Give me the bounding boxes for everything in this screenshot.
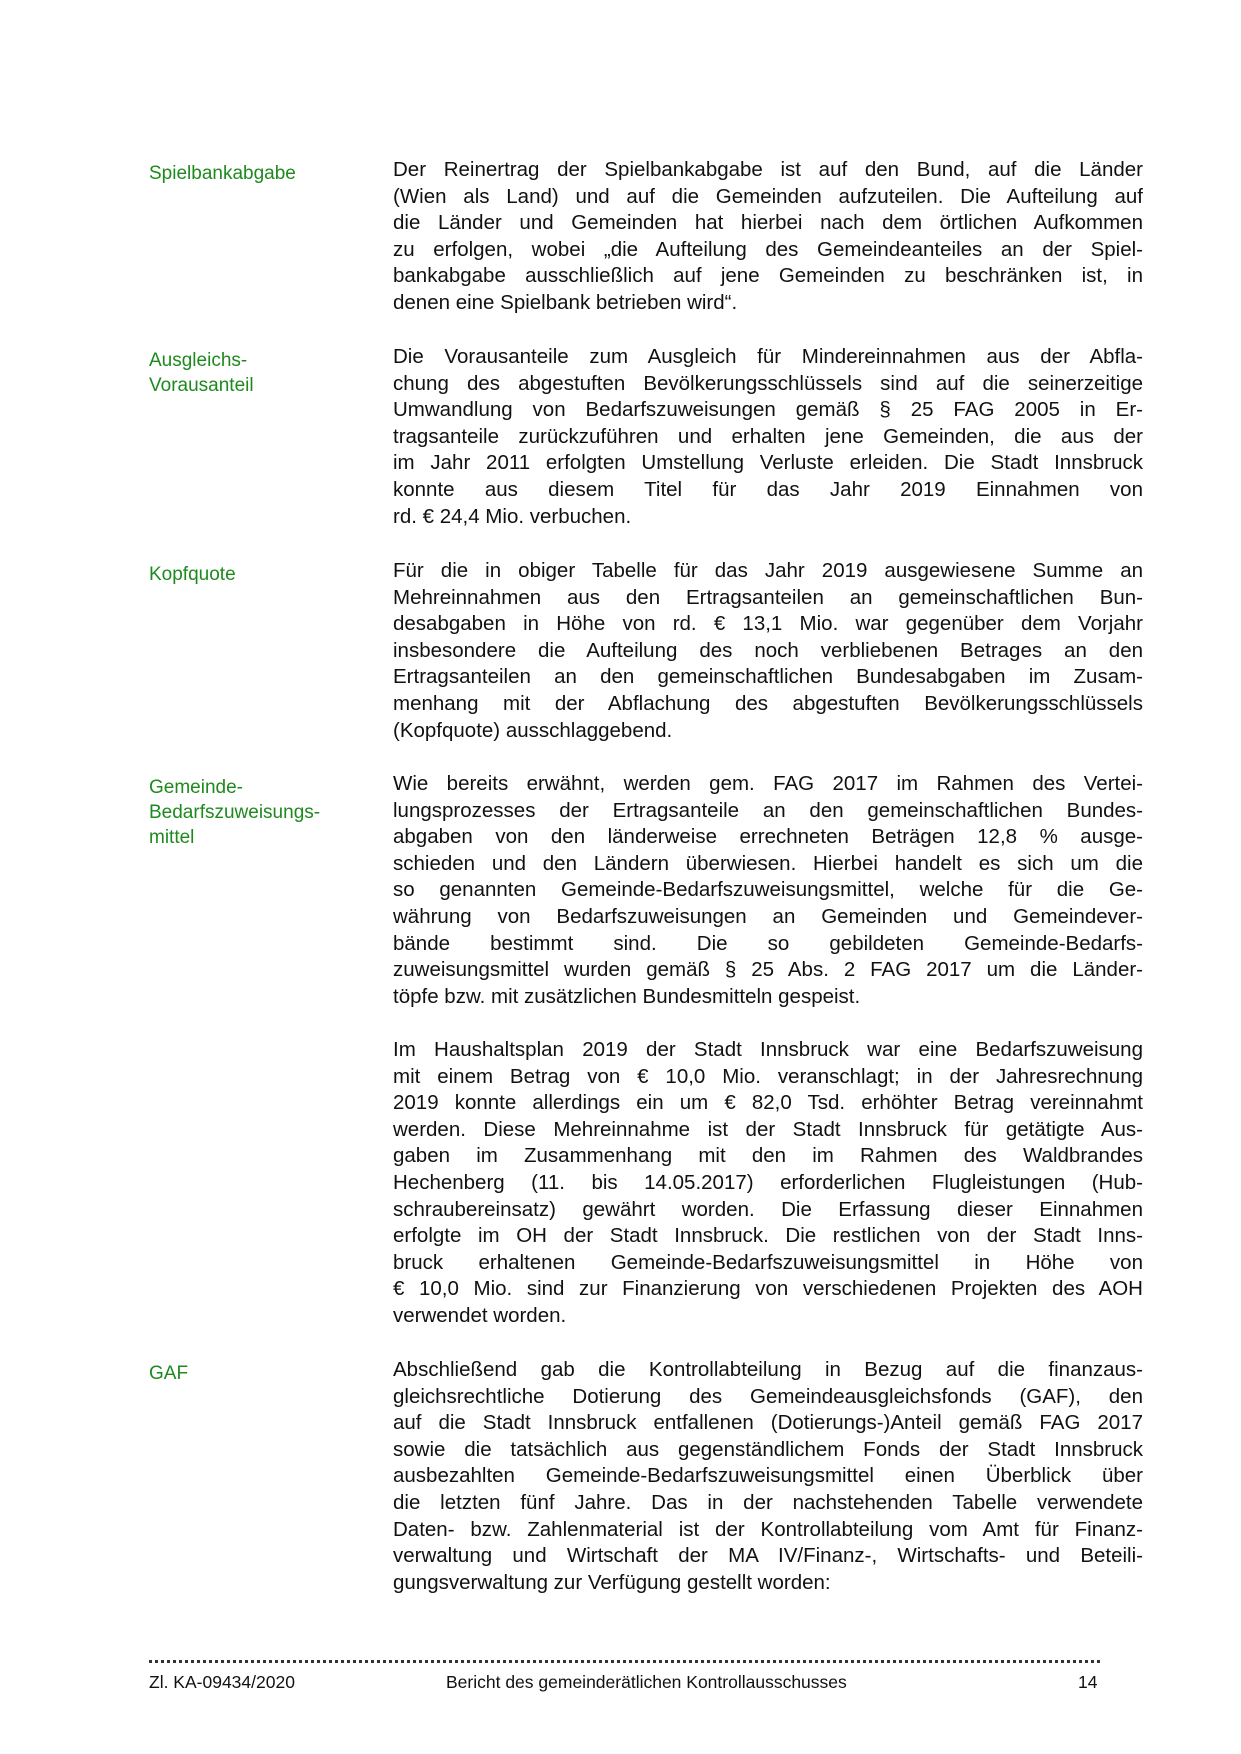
paragraph-line: so genannten Gemeinde-Bedarfszuweisungsmittel, welche für die Ge- bbox=[393, 878, 1143, 902]
paragraph-line: Umwandlung von Bedarfszuweisungen gemäß § 25 FAG 2005 in Er- bbox=[393, 398, 1143, 422]
paragraph-line: Der Reinertrag der Spielbankabgabe ist auf den Bund, auf die Länder bbox=[393, 158, 1143, 181]
margin-heading bbox=[149, 161, 369, 186]
paragraph-line: verwaltung und Wirtschaft der MA IV/Finanz-, Wirtschafts- und Beteili- bbox=[393, 1544, 1143, 1568]
paragraph-line: schieden und den Ländern überwiesen. Hierbei handelt es sich um die bbox=[393, 851, 1143, 875]
margin-heading bbox=[149, 562, 369, 587]
paragraph-line: die Länder und Gemeinden hat hierbei nach dem örtlichen Aufkommen bbox=[393, 211, 1143, 235]
paragraph-line: Für die in obiger Tabelle für das Jahr 2019 ausgewiesene Summe an bbox=[393, 559, 1143, 582]
margin-heading bbox=[149, 348, 369, 398]
paragraph-line: schraubereinsatz) gewährt worden. Die Erfassung dieser Einnahmen bbox=[393, 1197, 1143, 1221]
margin-heading-line: Vorausanteil bbox=[149, 375, 254, 396]
paragraph-line: im Jahr 2011 erfolgten Umstellung Verluste erleiden. Die Stadt Innsbruck bbox=[393, 451, 1143, 475]
margin-heading-line: Ausgleichs- bbox=[149, 350, 248, 371]
paragraph-line: Wie bereits erwähnt, werden gem. FAG 2017 im Rahmen des Vertei- bbox=[393, 772, 1143, 795]
paragraph-line: sowie die tatsächlich aus gegenständlichem Fonds der Stadt Innsbruck bbox=[393, 1437, 1143, 1461]
body-paragraph bbox=[393, 344, 1143, 530]
paragraph-line: € 10,0 Mio. sind zur Finanzierung von verschiedenen Projekten des AOH bbox=[393, 1277, 1143, 1301]
margin-heading-line: Bedarfszuweisungs- bbox=[149, 802, 321, 823]
paragraph-line: gleichsrechtliche Dotierung des Gemeindeausgleichsfonds (GAF), den bbox=[393, 1384, 1143, 1408]
paragraph-line: Die Vorausanteile zum Ausgleich für Mindereinnahmen aus der Abfla- bbox=[393, 345, 1143, 368]
page-number: 14 bbox=[1078, 1672, 1098, 1692]
paragraph-line: töpfe bzw. mit zusätzlichen Bundesmitteln gespeist. bbox=[393, 984, 861, 1008]
paragraph-line: insbesondere die Aufteilung des noch verbliebenen Betrages an den bbox=[393, 638, 1143, 662]
margin-heading bbox=[149, 775, 369, 850]
paragraph-line: währung von Bedarfszuweisungen an Gemeinden und Gemeindever- bbox=[393, 904, 1143, 928]
paragraph-line: mit einem Betrag von € 10,0 Mio. veranschlagt; in der Jahresrechnung bbox=[393, 1064, 1143, 1088]
paragraph-line: gaben im Zusammenhang mit den im Rahmen des Waldbrandes bbox=[393, 1144, 1143, 1168]
paragraph-line: Abschließend gab die Kontrollabteilung in Bezug auf die finanzaus- bbox=[393, 1358, 1143, 1381]
paragraph-line: Mehreinnahmen aus den Ertragsanteilen an gemeinschaftlichen Bun- bbox=[393, 585, 1143, 609]
paragraph-line: rd. € 24,4 Mio. verbuchen. bbox=[393, 504, 632, 528]
body-paragraph bbox=[393, 157, 1143, 317]
paragraph-line: chung des abgestuften Bevölkerungsschlüssels sind auf die seinerzeitige bbox=[393, 371, 1143, 395]
margin-heading-line: mittel bbox=[149, 827, 195, 848]
margin-heading-line: Gemeinde- bbox=[149, 777, 243, 798]
paragraph-line: Ertragsanteilen an den gemeinschaftlichen Bundesabgaben im Zusam- bbox=[393, 665, 1143, 689]
paragraph-line: ausbezahlten Gemeinde-Bedarfszuweisungsmittel einen Überblick über bbox=[393, 1464, 1143, 1488]
body-paragraph bbox=[393, 1037, 1143, 1330]
footer-doc-id: Zl. KA-09434/2020 bbox=[149, 1672, 295, 1692]
paragraph-line: zuweisungsmittel wurden gemäß § 25 Abs. 2 FAG 2017 um die Länder- bbox=[393, 958, 1143, 982]
paragraph-line: Im Haushaltsplan 2019 der Stadt Innsbruck war eine Bedarfszuweisung bbox=[393, 1038, 1143, 1061]
footer-divider bbox=[149, 1648, 1100, 1663]
body-paragraph bbox=[393, 558, 1143, 744]
paragraph-line: die letzten fünf Jahre. Das in der nachstehenden Tabelle verwendete bbox=[393, 1490, 1143, 1514]
margin-heading-line: Spielbankabgabe bbox=[149, 163, 296, 184]
paragraph-line: menhang mit der Abflachung des abgestuften Bevölkerungsschlüssels bbox=[393, 691, 1143, 715]
paragraph-line: bruck erhaltenen Gemeinde-Bedarfszuweisungsmittel in Höhe von bbox=[393, 1250, 1143, 1274]
paragraph-line: tragsanteile zurückzuführen und erhalten jene Gemeinden, die aus der bbox=[393, 424, 1143, 448]
paragraph-line: desabgaben in Höhe von rd. € 13,1 Mio. war gegenüber dem Vorjahr bbox=[393, 612, 1143, 636]
margin-heading bbox=[149, 1361, 369, 1386]
paragraph-line: Hechenberg (11. bis 14.05.2017) erforderlichen Flugleistungen (Hub- bbox=[393, 1170, 1143, 1194]
paragraph-line: verwendet worden. bbox=[393, 1303, 567, 1327]
paragraph-line: (Wien als Land) und auf die Gemeinden aufzuteilen. Die Aufteilung auf bbox=[393, 184, 1143, 208]
body-paragraph bbox=[393, 771, 1143, 1010]
body-paragraph bbox=[393, 1357, 1143, 1596]
paragraph-line: werden. Diese Mehreinnahme ist der Stadt Innsbruck für getätigte Aus- bbox=[393, 1117, 1143, 1141]
paragraph-line: abgaben von den länderweise errechneten Beträgen 12,8 % ausge- bbox=[393, 825, 1143, 849]
paragraph-line: bankabgabe ausschließlich auf jene Gemeinden zu beschränken ist, in bbox=[393, 264, 1143, 288]
paragraph-line: 2019 konnte allerdings ein um € 82,0 Tsd. erhöhter Betrag vereinnahmt bbox=[393, 1091, 1143, 1115]
paragraph-line: gungsverwaltung zur Verfügung gestellt worden: bbox=[393, 1570, 831, 1594]
paragraph-line: denen eine Spielbank betrieben wird“. bbox=[393, 290, 738, 314]
paragraph-line: (Kopfquote) ausschlaggebend. bbox=[393, 718, 673, 742]
margin-heading-line: Kopfquote bbox=[149, 564, 236, 585]
paragraph-line: zu erfolgen, wobei „die Aufteilung des Gemeindeanteiles an der Spiel- bbox=[393, 237, 1143, 261]
paragraph-line: auf die Stadt Innsbruck entfallenen (Dotierungs-)Anteil gemäß FAG 2017 bbox=[393, 1411, 1143, 1435]
margin-heading-line: GAF bbox=[149, 1363, 189, 1384]
paragraph-line: Daten- bzw. Zahlenmaterial ist der Kontrollabteilung vom Amt für Finanz- bbox=[393, 1517, 1143, 1541]
paragraph-line: erfolgte im OH der Stadt Innsbruck. Die restlichen von der Stadt Inns- bbox=[393, 1224, 1143, 1248]
paragraph-line: lungsprozesses der Ertragsanteile an den gemeinschaftlichen Bundes- bbox=[393, 798, 1143, 822]
footer-title: Bericht des gemeinderätlichen Kontrollausschusses bbox=[446, 1672, 847, 1692]
paragraph-line: konnte aus diesem Titel für das Jahr 2019 Einnahmen von bbox=[393, 477, 1143, 501]
paragraph-line: bände bestimmt sind. Die so gebildeten Gemeinde-Bedarfs- bbox=[393, 931, 1143, 955]
